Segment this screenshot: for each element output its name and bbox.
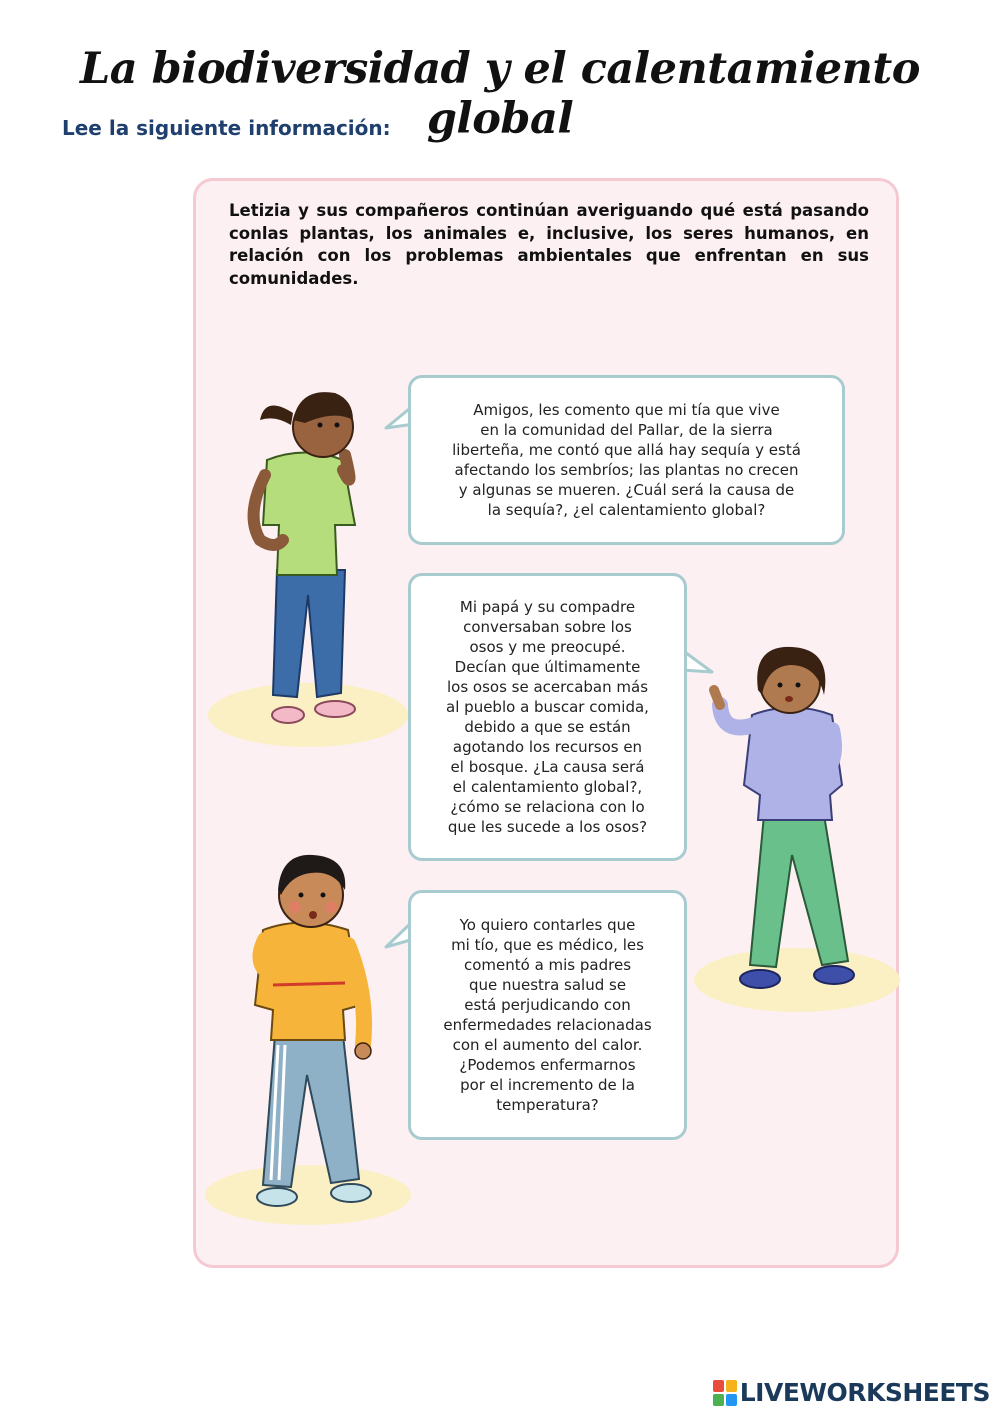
liveworksheets-logo-icon xyxy=(713,1380,737,1406)
speech-bubble-3-text: Yo quiero contarles que mi tío, que es médico, les comentó a mis padres que nuestra salud se está perjudicando con enfermedades relacionadas con el aumento del calor. ¿Podemos enfermarnos por el incremento de la temperatura? xyxy=(443,916,652,1114)
girl-purple-sweater-illustration xyxy=(692,635,902,1020)
intro-paragraph: Letizia y sus compañeros continúan averiguando qué está pasando conlas plantas, los animales e, inclusive, los seres humanos, en relación con los problemas ambientales que enfrentan en sus comunidades. xyxy=(229,201,869,288)
speech-bubble-3 xyxy=(408,890,687,1140)
boy-yellow-sweater-illustration xyxy=(203,845,418,1230)
speech-bubble-2 xyxy=(408,573,687,861)
speech-bubble-2-text: Mi papá y su compadre conversaban sobre los osos y me preocupé. Decían que últimamente los osos se acercaban más al pueblo a buscar comida, debido a que se están agotando los recursos en el bosque. ¿La causa será el calentamiento global?, ¿cómo se relaciona con lo que les sucede a los osos? xyxy=(446,598,649,836)
instruction-heading: Lee la siguiente información: xyxy=(62,116,391,140)
page-title: La biodiversidad y el calentamiento global xyxy=(80,44,920,144)
brand-name: LIVEWORKSHEETS xyxy=(739,1378,990,1407)
liveworksheets-brand xyxy=(713,1378,990,1407)
speech-bubble-1-text: Amigos, les comento que mi tía que vive en la comunidad del Pallar, de la sierra liberteña, me contó que allá hay sequía y está afectando los sembríos; las plantas no crecen y algunas se mueren. ¿Cuál será la causa de la sequía?, ¿el calentamiento global? xyxy=(452,401,801,519)
speech-bubble-1 xyxy=(408,375,845,545)
